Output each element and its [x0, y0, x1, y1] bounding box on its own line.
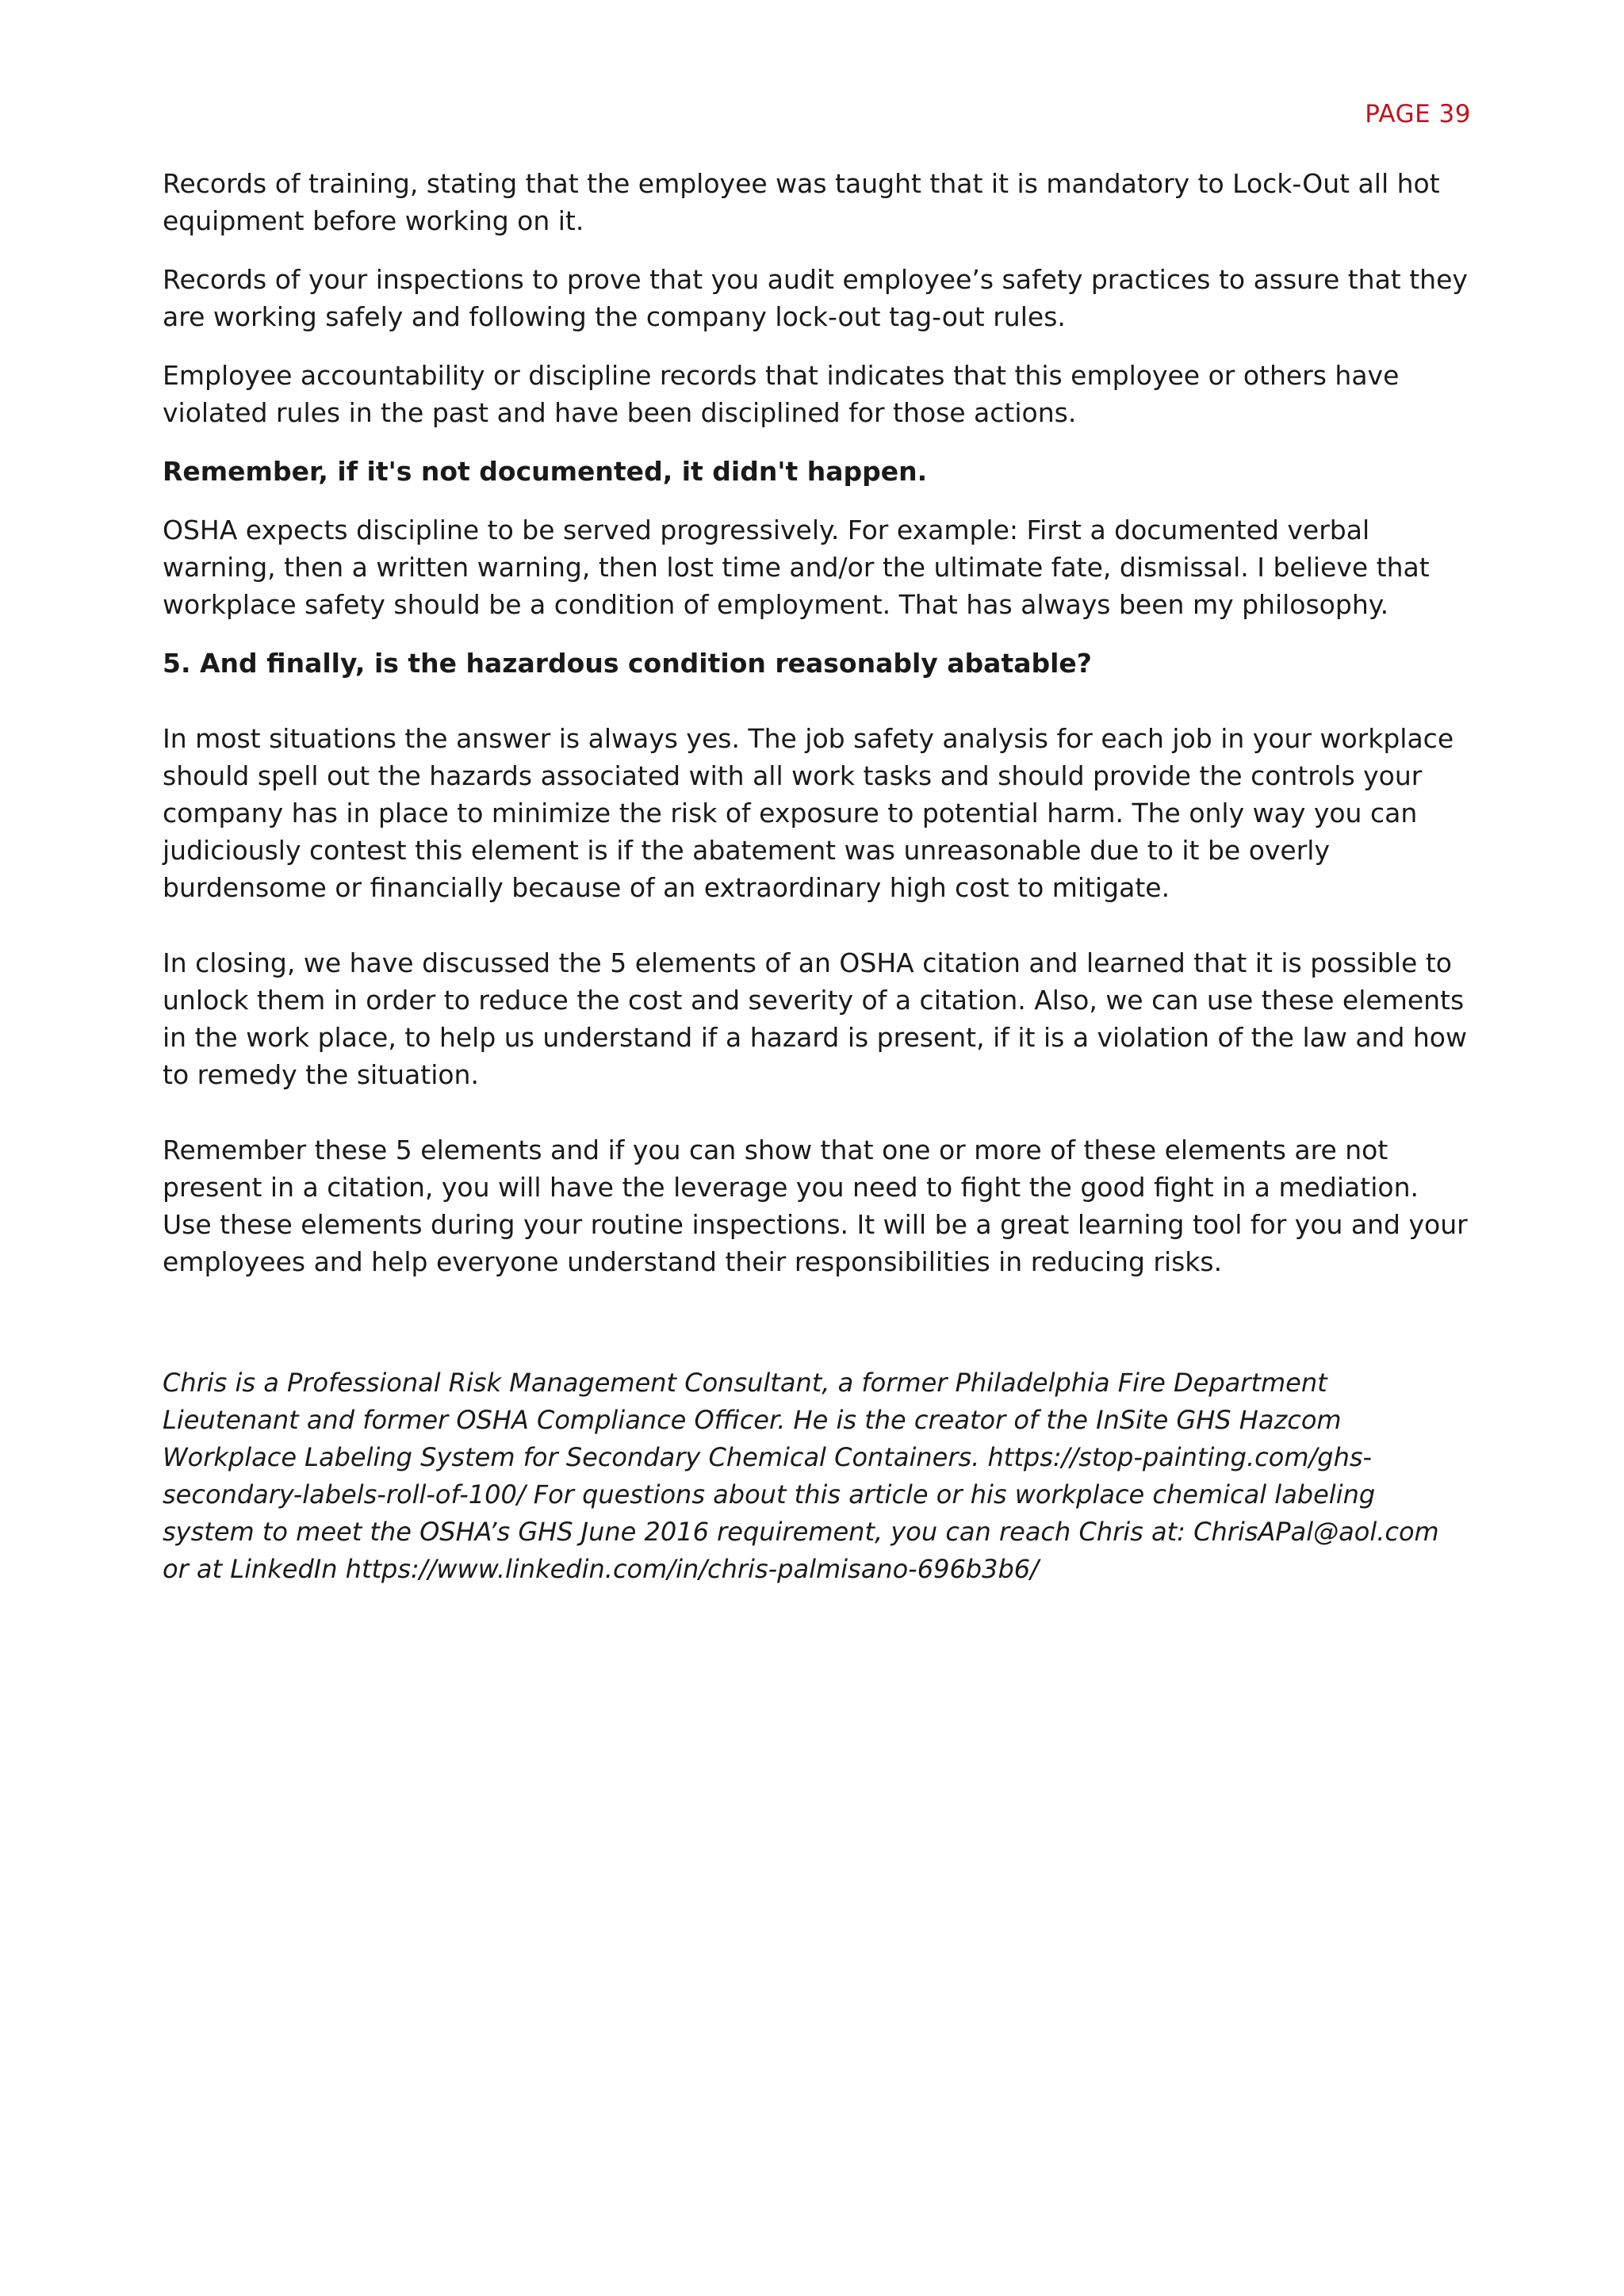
- bio-text-intro: Chris is a Professional Risk Management Consultant, a former Philadelphia Fire Department Lieutenant and former OSHA Compliance Officer. He is the creator of the InSite GHS Hazcom Workplace Labeling System for Secondary Chemical Containers.: [163, 1368, 1342, 1472]
- page-number: PAGE 39: [1365, 100, 1471, 128]
- paragraph-progressive-discipline: OSHA expects discipline to be served progressively. For example: First a documented verbal warning, then a written warning, then lost time and/or the ultimate fate, dismissal. I believe that workplace safety should be a condition of employment. That has always been my philosophy.: [163, 515, 1430, 620]
- bio-text-linkedin: or at LinkedIn: [163, 1554, 346, 1584]
- paragraph-inspection-records: Records of your inspections to prove that you audit employee’s safety practices to assure that they are working safely and following the company lock-out tag-out rules.: [163, 264, 1468, 332]
- heading-documentation-reminder: Remember, if it's not documented, it didn't happen.: [163, 456, 928, 487]
- paragraph-remember-elements: Remember these 5 elements and if you can show that one or more of these elements are not present in a citation, you will have the leverage you need to fight the good fight in a mediation. Use these elements during your routine inspections. It will be a great learning tool for you and your employees and help everyone understand their responsibilities in reducing risks.: [163, 1135, 1468, 1277]
- article-body: [163, 165, 1471, 1588]
- author-bio: [163, 1364, 1471, 1588]
- heading-abatable: 5. And finally, is the hazardous condition reasonably abatable?: [163, 648, 1092, 679]
- bio-text-contact: For questions about this article or his workplace chemical labeling system to meet the OSHA’s GHS June 2016 requirement, you can reach Chris at:: [163, 1479, 1376, 1547]
- paragraph-discipline-records: Employee accountability or discipline records that indicates that this employee or others have violated rules in the past and have been disciplined for those actions.: [163, 360, 1400, 428]
- product-link[interactable]: https://stop-painting.com/ghs-secondary-labels-roll-of-100/: [163, 1442, 1373, 1510]
- paragraph-training-records: Records of training, stating that the employee was taught that it is mandatory to Lock-Out all hot equipment before working on it.: [163, 168, 1440, 236]
- email-link[interactable]: ChrisAPal@aol.com: [1193, 1517, 1439, 1547]
- paragraph-abatement: In most situations the answer is always yes. The job safety analysis for each job in your workplace should spell out the hazards associated with all work tasks and should provide the controls your company has in place to minimize the risk of exposure to potential harm. The only way you can judiciously contest this element is if the abatement was unreasonable due to it be overly burdensome or financially because of an extraordinary high cost to mitigate.: [163, 723, 1454, 903]
- linkedin-link[interactable]: https://www.linkedin.com/in/chris-palmisano-696b3b6/: [345, 1554, 1039, 1584]
- paragraph-closing: In closing, we have discussed the 5 elements of an OSHA citation and learned that it is possible to unlock them in order to reduce the cost and severity of a citation. Also, we can use these elements in the work place, to help us understand if a hazard is present, if it is a violation of the law and how to remedy the situation.: [163, 947, 1467, 1090]
